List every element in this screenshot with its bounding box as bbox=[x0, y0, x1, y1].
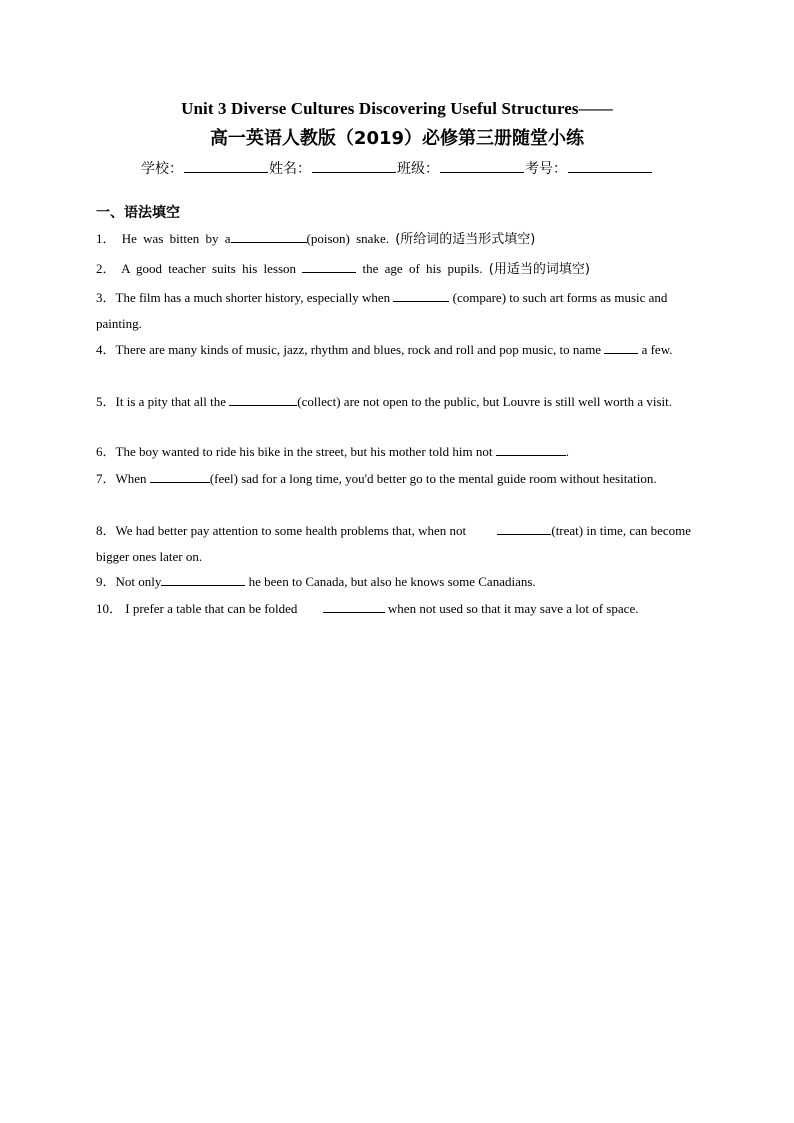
title-english: Unit 3 Diverse Cultures Discovering Useful Structures—— bbox=[181, 99, 613, 118]
question-text-after: the age of his pupils. bbox=[362, 261, 483, 276]
answer-blank[interactable] bbox=[323, 599, 385, 613]
question-text-after: when not used so that it may save a lot of space. bbox=[387, 601, 639, 616]
answer-blank[interactable] bbox=[496, 442, 566, 456]
question-text-before: He was bitten by a bbox=[121, 231, 231, 246]
question-6 bbox=[96, 439, 696, 465]
question-2 bbox=[96, 256, 696, 283]
answer-blank[interactable] bbox=[161, 572, 245, 586]
question-text-before: The film has a much shorter history, especially when bbox=[115, 290, 391, 305]
question-number: 5． bbox=[96, 394, 116, 409]
question-text-after: (feel) sad for a long time, you'd better go to the mental guide room without hesitation. bbox=[209, 471, 657, 486]
answer-blank[interactable] bbox=[229, 392, 297, 406]
class-blank[interactable] bbox=[440, 158, 524, 173]
question-10 bbox=[96, 596, 696, 622]
class-label: 班级： bbox=[397, 161, 439, 177]
question-text-before: There are many kinds of music, jazz, rhythm and blues, rock and roll and pop music, to name bbox=[115, 342, 602, 357]
answer-blank[interactable] bbox=[150, 469, 210, 483]
question-5 bbox=[96, 389, 696, 415]
answer-blank[interactable] bbox=[231, 229, 307, 243]
question-number: 8． bbox=[96, 523, 116, 538]
name-label: 姓名： bbox=[269, 161, 311, 177]
question-number: 10． bbox=[96, 601, 123, 616]
question-text-before: I prefer a table that can be folded bbox=[125, 601, 298, 616]
question-number: 2． bbox=[96, 261, 116, 276]
student-info-line bbox=[0, 158, 794, 179]
title-chinese: 高一英语人教版（2019）必修第三册随堂小练 bbox=[209, 128, 585, 149]
question-text-before: We had better pay attention to some health problems that, when not bbox=[115, 523, 467, 538]
question-9 bbox=[96, 569, 696, 595]
question-text-after: . bbox=[565, 444, 569, 459]
answer-blank[interactable] bbox=[604, 340, 638, 354]
school-label: 学校： bbox=[141, 161, 183, 177]
school-blank[interactable] bbox=[184, 158, 268, 173]
section-heading: 一、语法填空 bbox=[96, 205, 180, 221]
exam-no-label: 考号： bbox=[525, 161, 567, 177]
question-3 bbox=[96, 285, 696, 337]
question-text-before: A good teacher suits his lesson bbox=[121, 261, 297, 276]
question-text-before: It is a pity that all the bbox=[115, 394, 226, 409]
question-number: 3． bbox=[96, 290, 116, 305]
exam-no-blank[interactable] bbox=[568, 158, 652, 173]
question-1 bbox=[96, 226, 696, 253]
question-7 bbox=[96, 466, 696, 492]
question-text-after: (poison) snake. bbox=[306, 231, 389, 246]
name-blank[interactable] bbox=[312, 158, 396, 173]
question-hint: (所给词的适当形式填空) bbox=[395, 232, 536, 247]
question-text-before: Not only bbox=[115, 574, 162, 589]
question-hint: (用适当的词填空) bbox=[488, 262, 590, 277]
question-8 bbox=[96, 518, 696, 570]
question-text-after: he been to Canada, but also he knows some Canadians. bbox=[248, 574, 536, 589]
question-text-before: When bbox=[115, 471, 147, 486]
question-text-after: (compare) to such art forms as music and painting. bbox=[96, 290, 668, 331]
question-4 bbox=[96, 337, 696, 363]
question-text-before: The boy wanted to ride his bike in the street, but his mother told him not bbox=[115, 444, 493, 459]
answer-blank[interactable] bbox=[302, 259, 356, 273]
question-text-after: (treat) in time, can become bigger ones later on. bbox=[96, 523, 692, 564]
question-text-after: (collect) are not open to the public, but Louvre is still well worth a visit. bbox=[297, 394, 672, 409]
question-number: 7． bbox=[96, 471, 116, 486]
question-number: 1． bbox=[96, 231, 116, 246]
answer-blank[interactable] bbox=[497, 521, 551, 535]
question-number: 9． bbox=[96, 574, 116, 589]
question-number: 4． bbox=[96, 342, 116, 357]
answer-blank[interactable] bbox=[393, 288, 449, 302]
question-number: 6． bbox=[96, 444, 116, 459]
question-text-after: a few. bbox=[641, 342, 673, 357]
